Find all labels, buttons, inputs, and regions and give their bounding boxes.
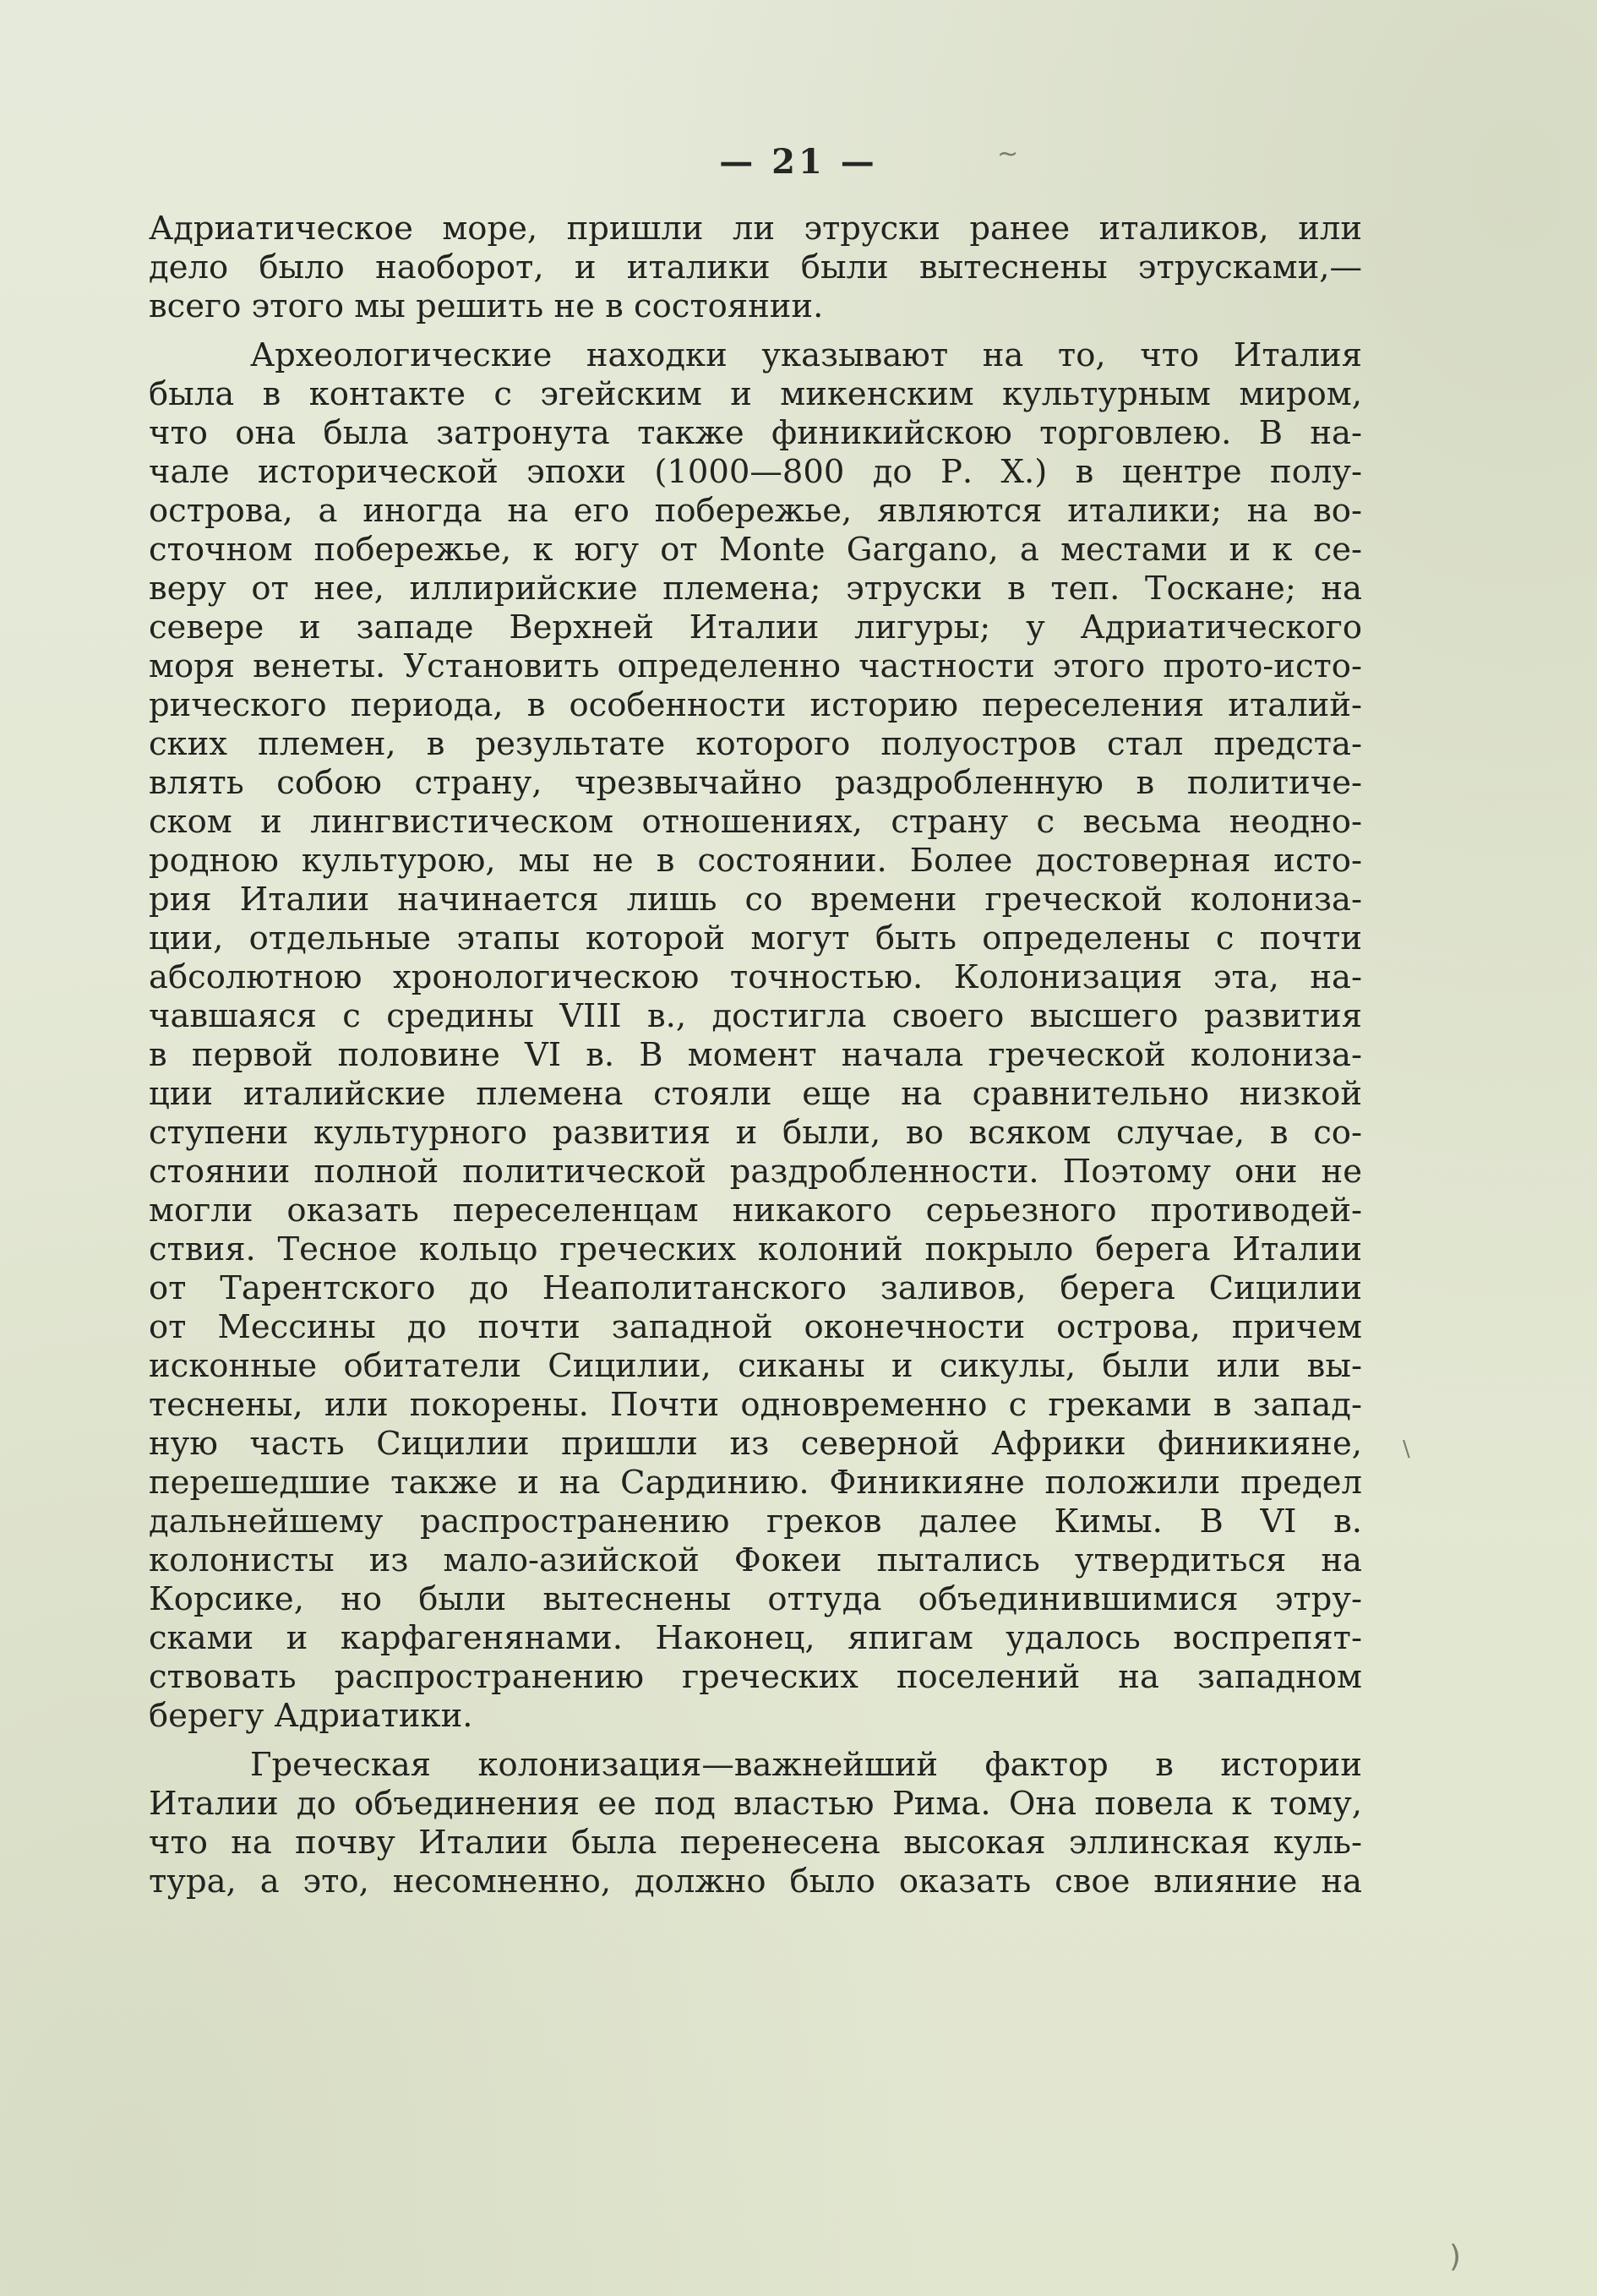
text-line: севере и западе Верхней Италии лигуры; у Адриатического: [149, 608, 1362, 646]
paragraph: [149, 1746, 1362, 1901]
text-line: что она была затронута также финикийскою торговлею. В на-: [149, 414, 1362, 452]
text-line: родною культурою, мы не в состоянии. Более достоверная исто-: [149, 842, 1362, 880]
paragraph: [149, 210, 1362, 326]
text-line: ских племен, в результате которого полуостров стал предста-: [149, 725, 1362, 763]
text-line: от Мессины до почти западной оконечности острова, причем: [149, 1308, 1362, 1346]
text-line: рия Италии начинается лишь со времени греческой колониза-: [149, 881, 1362, 919]
text-line: Адриатическое море, пришли ли этруски ранее италиков, или: [149, 210, 1362, 248]
text-line: рического периода, в особенности историю переселения италий-: [149, 686, 1362, 724]
text-line: что на почву Италии была перенесена высокая эллинская куль-: [149, 1824, 1362, 1862]
text-line: острова, а иногда на его побережье, являются италики; на во-: [149, 492, 1362, 530]
text-line: Греческая колонизация—важнейший фактор в истории: [250, 1746, 1362, 1784]
text-line: влять собою страну, чрезвычайно раздробленную в политиче-: [149, 764, 1362, 802]
text-line: Италии до объединения ее под властью Рима. Она повела к тому,: [149, 1785, 1362, 1823]
text-line: в первой половине VI в. В момент начала греческой колониза-: [149, 1036, 1362, 1074]
scan-speck: ~: [997, 139, 1019, 169]
text-line: сточном побережье, к югу от Monte Gargano, а местами и к се-: [149, 531, 1362, 569]
scan-speck: ): [1449, 2239, 1462, 2274]
text-line: чале исторической эпохи (1000—800 до Р. Х.) в центре полу-: [149, 453, 1362, 491]
text-line: чавшаяся с средины VIII в., достигла своего высшего развития: [149, 997, 1362, 1035]
text-line: колонисты из мало-азийской Фокеи пытались утвердиться на: [149, 1541, 1362, 1579]
scan-speck: \: [1403, 1437, 1410, 1462]
text-line: Корсике, но были вытеснены оттуда объединившимися этру-: [149, 1580, 1362, 1618]
text-line: от Тарентского до Неаполитанского заливов, берега Сицилии: [149, 1269, 1362, 1307]
text-line: сками и карфагенянами. Наконец, япигам удалось воспрепят-: [149, 1619, 1362, 1657]
text-line: веру от нее, иллирийские племена; этруски в теп. Тоскане; на: [149, 570, 1362, 608]
text-line: стоянии полной политической раздробленности. Поэтому они не: [149, 1153, 1362, 1191]
text-line: дальнейшему распространению греков далее Кимы. В VI в.: [149, 1502, 1362, 1541]
paragraph: [149, 336, 1362, 1736]
text-line: абсолютною хронологическою точностью. Колонизация эта, на-: [149, 958, 1362, 996]
text-line: ском и лингвистическом отношениях, страну с весьма неодно-: [149, 803, 1362, 841]
text-line: исконные обитатели Сицилии, сиканы и сикулы, были или вы-: [149, 1347, 1362, 1385]
text-line: могли оказать переселенцам никакого серьезного противодей-: [149, 1192, 1362, 1230]
text-line: ции италийские племена стояли еще на сравнительно низкой: [149, 1075, 1362, 1113]
text-line: тура, а это, несомненно, должно было оказать свое влияние на: [149, 1862, 1362, 1901]
text-line: ции, отдельные этапы которой могут быть определены с почти: [149, 919, 1362, 957]
text-line: моря венеты. Установить определенно частности этого прото-исто-: [149, 647, 1362, 685]
text-line: всего этого мы решить не в состоянии.: [149, 287, 824, 325]
page-number: — 21 —: [719, 142, 878, 182]
text-line: ствовать распространению греческих поселений на западном: [149, 1658, 1362, 1696]
text-line: дело было наоборот, и италики были вытеснены этрусками,—: [149, 248, 1362, 286]
text-line: ную часть Сицилии пришли из северной Африки финикияне,: [149, 1425, 1362, 1463]
text-line: была в контакте с эгейским и микенским культурным миром,: [149, 375, 1362, 413]
text-line: берегу Адриатики.: [149, 1697, 473, 1735]
text-line: ступени культурного развития и были, во всяком случае, в со-: [149, 1114, 1362, 1152]
text-line: Археологические находки указывают на то, что Италия: [250, 336, 1362, 374]
text-line: перешедшие также и на Сардинию. Финикияне положили предел: [149, 1464, 1362, 1502]
text-line: теснены, или покорены. Почти одновременно с греками в запад-: [149, 1386, 1362, 1424]
body-text: [149, 210, 1362, 1901]
text-line: ствия. Тесное кольцо греческих колоний покрыло берега Италии: [149, 1230, 1362, 1268]
